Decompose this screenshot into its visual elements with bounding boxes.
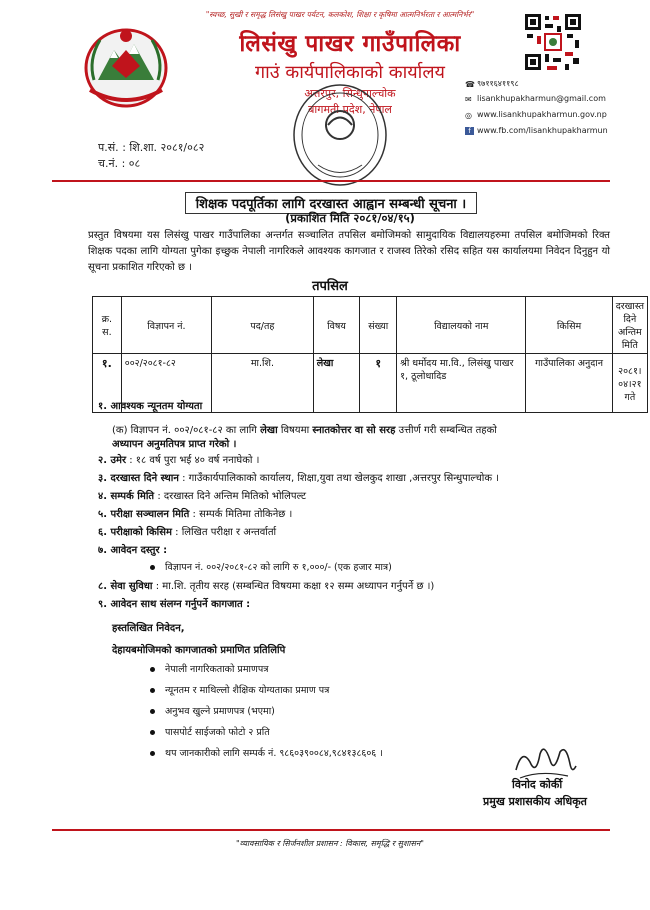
- list-item: अनुभव खुल्ने प्रमाणपत्र (भएमा): [150, 704, 275, 717]
- email-icon: ✉: [465, 94, 472, 104]
- cell-deadline: २०८१।०४।२१ गते: [612, 354, 647, 413]
- notice-intro: प्रस्तुत विषयमा यस लिसंखु पाखर गाउँपालिका अन्तर्गत सञ्चालित तपसिल बमोजिमको सामुदायिक विद्यालयहरुमा तपसिल बमोजिमको रिक्त शिक्षक पदका लागि योग्यता पुगेका इच्छुक नेपाली नागरिकले आवश्यक कागजात र राजस्व तिरेको रसिद सहित यस कार्यालयमा निवेदन दिनुहुन यो सूचना प्रकाशित गरिएको छ ।: [88, 230, 610, 273]
- section-1-a: (क) विज्ञापन नं. ००२/०८१-८२ का लागि लेखा विषयमा स्नातकोत्तर वा सो सरह उत्तीर्ण गरी सम्बन्धित तहको: [112, 425, 497, 436]
- published-date: (प्रकाशित मिति २०८१/०४/१५): [285, 211, 415, 225]
- list-item: न्यूनतम र माथिल्लो शैक्षिक योग्यताका प्रमाण पत्र: [150, 683, 329, 696]
- col-header-ad-no: विज्ञापन नं.: [121, 297, 211, 354]
- bullet-icon: [150, 751, 155, 756]
- section-1-b: अध्यापन अनुमतिपत्र प्राप्त गरेको ।: [112, 439, 237, 450]
- list-item: नेपाली नागरिकताको प्रमाणपत्र: [150, 662, 268, 675]
- globe-icon: ◎: [465, 110, 472, 120]
- section-2: २. उमेर : १८ वर्ष पुरा भई ४० वर्ष ननाघेको ।: [98, 455, 260, 466]
- nepal-emblem-logo: [78, 20, 174, 110]
- vacancy-table: [92, 296, 648, 413]
- col-header-count: संख्या: [360, 297, 397, 354]
- col-header-sn: क्र. स.: [93, 297, 122, 354]
- section-9: ९. आवेदन साथ संलग्न गर्नुपर्ने कागजात :: [98, 599, 251, 610]
- section-7-item: विज्ञापन नं. ००२/२०८१-८२ को लागि रु १,०००/- (एक हजार मात्र): [150, 560, 392, 573]
- cell-sn: १.: [93, 354, 122, 413]
- patra-sankhya: प.सं. : शि.शा. २०८१/०८२: [98, 141, 205, 154]
- bullet-icon: [150, 730, 155, 735]
- phone-icon: ☎: [465, 79, 475, 89]
- footer-slogan: "व्यावसायिक र सिर्जनशील प्रशासन : विकास, समृद्धि र सुशासन": [236, 839, 424, 848]
- address-line-1: अत्तरपुर, सिन्धुपाल्चोक: [304, 87, 396, 100]
- signer-name: विनोद कोर्की: [512, 778, 563, 791]
- bullet-icon: [150, 667, 155, 672]
- chalani-number: च.नं. : ०८: [98, 157, 141, 170]
- qr-code-icon: [523, 12, 583, 72]
- contact-email[interactable]: ✉ lisankhupakharmun@gmail.com: [465, 94, 606, 104]
- cell-type: गाउँपालिका अनुदान: [526, 354, 612, 413]
- section-9-sub2: देहायबमोजिमको कागजातको प्रमाणित प्रतिलिपि: [112, 645, 286, 656]
- bullet-icon: [150, 565, 155, 570]
- office-stamp: [288, 80, 393, 190]
- bullet-icon: [150, 688, 155, 693]
- contact-facebook[interactable]: f www.fb.com/lisankhupakharmun: [465, 126, 608, 135]
- header-tagline: "स्वच्छ, सुखी र समृद्ध लिसंखु पाखर पर्यटन, कलकोश, शिक्षा र कृषिमा आत्मनिर्भरता र आत्मनिर्भर": [205, 10, 475, 19]
- header-divider: [52, 180, 610, 182]
- list-item: थप जानकारीको लागि सम्पर्क नं. ९८६०३९००८४,९८४१३८६०६ ।: [150, 746, 383, 759]
- cell-post: मा.शि.: [212, 354, 314, 413]
- cell-school: श्री धर्मोदय मा.वि., लिसंखु पाखर १, ठूलोधादिड: [397, 354, 526, 413]
- section-8: ८. सेवा सुविधा : मा.शि. तृतीय सरह (सम्बन्धित विषयमा कक्षा १२ सम्म अध्यापन गर्नुपर्ने छ ।): [98, 581, 435, 592]
- footer-divider: [52, 829, 610, 831]
- address-line-2: बागमती प्रदेश, नेपाल: [308, 103, 392, 116]
- section-3: ३. दरखास्त दिने स्थान : गाउँकार्यपालिकाको कार्यालय, शिक्षा,युवा तथा खेलकुद शाखा ,अत्तरपुर सिन्धुपाल्चोक ।: [98, 473, 500, 484]
- facebook-icon: f: [465, 127, 474, 135]
- list-item: पासपोर्ट साईजको फोटो २ प्रति: [150, 725, 270, 738]
- contact-phone: ☎ ९७११६४११९८: [465, 79, 519, 89]
- table-header-row: [93, 297, 648, 354]
- col-header-deadline: दरखास्त दिने अन्तिम मिति: [612, 297, 647, 354]
- notice-heading: शिक्षक पदपूर्तिका लागि दरखास्त आह्वान सम्बन्धी सूचना ।: [185, 192, 477, 214]
- col-header-subject: विषय: [313, 297, 360, 354]
- col-header-type: किसिम: [526, 297, 612, 354]
- section-9-sub1: हस्तलिखित निवेदन,: [112, 623, 185, 634]
- cell-ad-no: ००२/२०८१-८२: [121, 354, 211, 413]
- section-6: ६. परीक्षाको किसिम : लिखित परीक्षा र अन्तर्वार्ता: [98, 527, 277, 538]
- office-subtitle: गाउं कार्यपालिकाको कार्यालय: [255, 62, 445, 83]
- section-1-title: १. आवश्यक न्यूनतम योग्यता: [98, 401, 203, 412]
- bullet-icon: [150, 709, 155, 714]
- contact-website[interactable]: ◎ www.lisankhupakharmun.gov.np: [465, 110, 607, 120]
- section-4: ४. सम्पर्क मिति : दरखास्त दिने अन्तिम मितिको भोलिपल्ट: [98, 491, 306, 502]
- cell-count: १: [360, 354, 397, 413]
- table-title: तपसिल: [312, 279, 348, 294]
- col-header-post: पद/तह: [212, 297, 314, 354]
- cell-subject: लेखा: [313, 354, 360, 413]
- signer-designation: प्रमुख प्रशासकीय अधिकृत: [483, 795, 587, 808]
- municipality-title: लिसंखु पाखर गाउँपालिका: [239, 31, 461, 57]
- section-7: ७. आवेदन दस्तुर :: [98, 545, 168, 556]
- col-header-school: विद्यालयको नाम: [397, 297, 526, 354]
- section-5: ५. परीक्षा सञ्चालन मिति : सम्पर्क मितिमा तोकिनेछ ।: [98, 509, 293, 520]
